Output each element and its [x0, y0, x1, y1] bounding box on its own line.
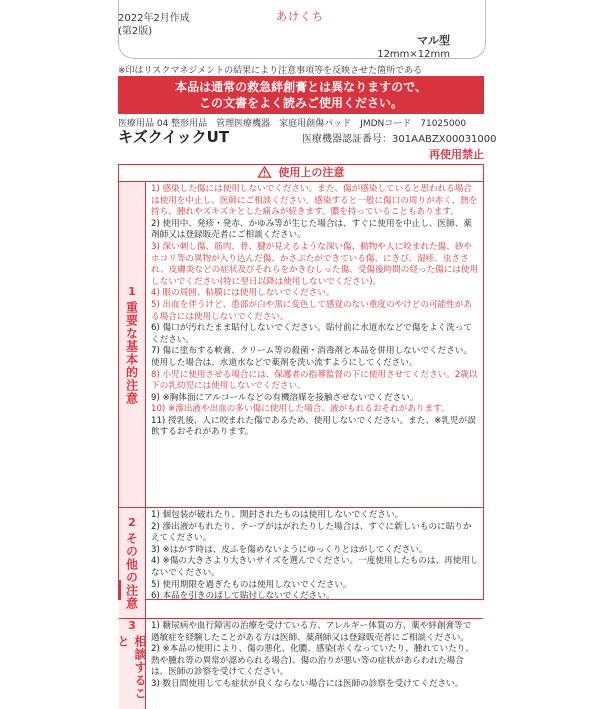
section-items	[151, 508, 483, 605]
section-side-label	[116, 619, 147, 709]
caution-item: 3) ※はがす時は、皮ふを傷めないようにゆっくりとはがしてください。	[151, 544, 428, 555]
caution-item: 2) ※本品の使用により、傷の悪化、化膿、感染(赤くなっていたり、腫れていたり、熱や腫れ等の異常が認められる場合)、傷の治りが悪い等の症状があらわれた場合は、医師の診察を受けてください。	[151, 644, 474, 678]
page-edge-mark	[118, 580, 121, 600]
caution-item: 1) 個包装が破れたり、開封されたものは使用しないでください。	[151, 510, 404, 520]
caution-item: 7) 傷に塗布する軟膏、クリーム等の殺菌・消毒剤と本品を併用しないでください。使用した場合は、水道水などで薬剤を洗い流すようにしてください。	[151, 346, 472, 368]
section-side-label	[119, 508, 146, 618]
caution-item: 10) ※滲出液や出血の多い傷に使用した場合、液がもれるおそれがあります。	[151, 404, 450, 415]
caution-header-label: 使用上の注意	[278, 166, 345, 179]
shape-info	[377, 34, 450, 62]
product-name: キズクイックUT	[118, 128, 230, 146]
shape-size: 12mm×12mm	[377, 49, 450, 60]
caution-item: 6) 傷口が汚れたまま貼付しないでください。貼付前に水道水などで傷をよく洗ってください。	[151, 323, 472, 345]
caution-item: 4) ※傷の大きさより大きいサイズを選んでください。一度使用したものは、再使用しないでください。	[151, 556, 479, 578]
section-title: その他の注意	[124, 532, 139, 610]
section-important-notes	[119, 182, 483, 508]
section-title: 重要な基本的注意	[124, 300, 139, 405]
shape-name: マル型	[417, 34, 450, 47]
caution-item: 4) 眼の周囲、粘膜には使用しないでください。	[151, 288, 335, 299]
warning-banner	[118, 76, 484, 114]
section-consult	[116, 619, 483, 709]
caution-item: 6) 本品を引きのばして貼付しないでください。	[151, 591, 335, 602]
caution-header	[119, 165, 483, 182]
warning-line-1: 本品は通常の救急絆創膏とは異なりますので、	[175, 80, 427, 94]
classification-meta: 医療用品 04 整形用品 管理医療機器 家庭用創傷パッド JMDNコード 71025000	[118, 119, 467, 129]
section-title: 相談すること	[116, 635, 147, 700]
caution-item: 8) 小児に使用させる場合には、保護者の指導監督の下に使用させてください。2歳以下の乳幼児には使用しないでください。	[151, 369, 478, 392]
warning-icon	[258, 166, 271, 178]
section-number: 1	[128, 284, 136, 298]
warning-line-2: この文書をよく読みご使用ください。	[198, 96, 403, 110]
open-here-label[interactable]: あけくち	[276, 10, 324, 23]
caution-panel	[116, 164, 484, 700]
creation-date-line: 2022年2月作成	[118, 13, 190, 24]
caution-item: 2) 使用中、発疹・発赤、かゆみ等が生じた場合は、すぐに使用を中止し、医師、薬剤師又は登録販売者にご相談ください。	[151, 218, 472, 241]
section-number: 2	[128, 516, 136, 529]
caution-item: 2) 滲出液がもれたり、テープがはがれたりした場合は、すぐに新しいものに貼りかえてください。	[151, 521, 472, 544]
section-items	[151, 619, 483, 693]
approval-number: 医療機器認証番号：301AABZX00031000	[302, 134, 497, 145]
caution-item: 9) ※胸体面にアルコールなどの有機溶媒を接触させないでください。	[151, 392, 419, 403]
caution-item: 5) 出血を伴うけど、患部が白や黒に変色して感覚のない重度のやけどの可能性がある場合には使用しないでください。	[151, 299, 472, 322]
caution-item: 5) 使用期限を過ぎたものは使用しないでください。	[151, 579, 352, 590]
section-side-label	[119, 182, 146, 507]
caution-item: 3) 深い刺し傷、筋肉、骨、腱が見えるような深い傷、動物や人に咬まれた傷、砂やホコリ等の異物が入り込んだ傷、かさぶたができている傷、にきび、湿疹、虫さされ、皮膚炎などの症状及びそれらをかきむしった傷、受傷後時間の経った傷には使用しないでください(特に翌日以降は使用しないでください)。	[151, 241, 479, 287]
section-items	[151, 182, 483, 441]
section-number: 3	[128, 619, 136, 632]
caution-item: 1) 感染した傷には使用しないでください。また、傷が感染していると思われる場合は使用を中止し、医師にご相談ください。感染すると一般に傷口の周りが赤く、熱を持ち、腫れやズキズキとした痛みが続きます。膿を持っていることもあります。	[151, 184, 478, 218]
section-other-notes	[119, 508, 483, 619]
caution-item: 1) 糖尿病や血行障害の治療を受けている方、アレルギー体質の方、薬や絆創膏等で過敏症を経験したことがある方は医師、薬剤師又は登録販売者にご相談ください。	[151, 621, 472, 643]
no-reuse-label: 再使用禁止	[429, 148, 484, 161]
caution-item: 3) 数日間使用しても症状が良くならない場合には医師の診察を受けてください。	[151, 678, 464, 689]
caution-item: 11) 授乳後、人に咬まれた傷であるため、使用しないでください。また、※乳児が誤飲するおそれがあります。	[151, 415, 476, 438]
revised-note: ※印はリスクマネジメントの結果により注意事項等を反映させた箇所である	[118, 66, 423, 76]
edition-line: (第2版)	[118, 26, 153, 37]
